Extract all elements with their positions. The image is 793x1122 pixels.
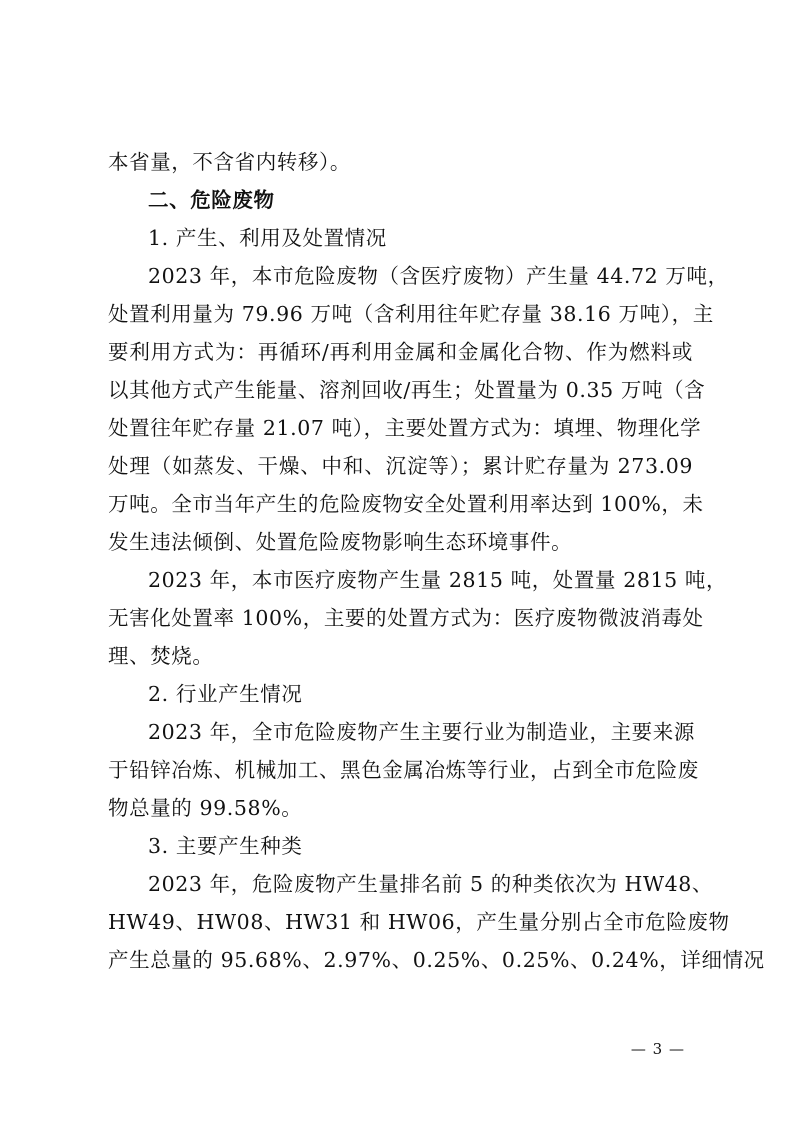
paragraph-line: 2023 年，本市医疗废物产生量 2815 吨，处置量 2815 吨， [148, 568, 728, 592]
paragraph-line: 处置往年贮存量 21.07 吨），主要处置方式为：填埋、物理化学 [108, 416, 702, 440]
subsection-heading: 3. 主要产生种类 [148, 834, 303, 858]
paragraph-line: HW49、HW08、HW31 和 HW06，产生量分别占全市危险废物 [108, 910, 730, 934]
paragraph-line: 无害化处置率 100%，主要的处置方式为：医疗废物微波消毒处 [108, 606, 704, 630]
paragraph-line: 于铅锌冶炼、机械加工、黑色金属冶炼等行业，占到全市危险废 [108, 758, 699, 782]
paragraph-line: 发生违法倾倒、处置危险废物影响生态环境事件。 [108, 530, 573, 554]
paragraph-line: 以其他方式产生能量、溶剂回收/再生；处置量为 0.35 万吨（含 [108, 378, 706, 402]
paragraph-line: 物总量的 99.58%。 [108, 796, 303, 820]
section-heading: 二、危险废物 [148, 188, 275, 212]
paragraph-line: 2023 年，危险废物产生量排名前 5 的种类依次为 HW48、 [148, 872, 714, 896]
paragraph-line: 2023 年，本市危险废物（含医疗废物）产生量 44.72 万吨， [148, 264, 729, 288]
paragraph-line: 理、焚烧。 [108, 644, 214, 668]
paragraph-line: 2023 年，全市危险废物产生主要行业为制造业，主要来源 [148, 720, 695, 744]
subsection-heading: 1. 产生、利用及处置情况 [148, 226, 387, 250]
paragraph-line: 处理（如蒸发、干燥、中和、沉淀等）；累计贮存量为 273.09 [108, 454, 693, 478]
paragraph-line: 处置利用量为 79.96 万吨（含利用往年贮存量 38.16 万吨），主 [108, 302, 714, 326]
subsection-heading: 2. 行业产生情况 [148, 682, 303, 706]
paragraph-line: 要利用方式为：再循环/再利用金属和金属化合物、作为燃料或 [108, 340, 693, 364]
page-number: — 3 — [630, 1040, 685, 1058]
paragraph-line: 本省量，不含省内转移）。 [108, 150, 351, 174]
paragraph-line: 万吨。全市当年产生的危险废物安全处置利用率达到 100%，未 [108, 492, 704, 516]
paragraph-line: 产生总量的 95.68%、2.97%、0.25%、0.25%、0.24%，详细情况 [108, 948, 765, 972]
